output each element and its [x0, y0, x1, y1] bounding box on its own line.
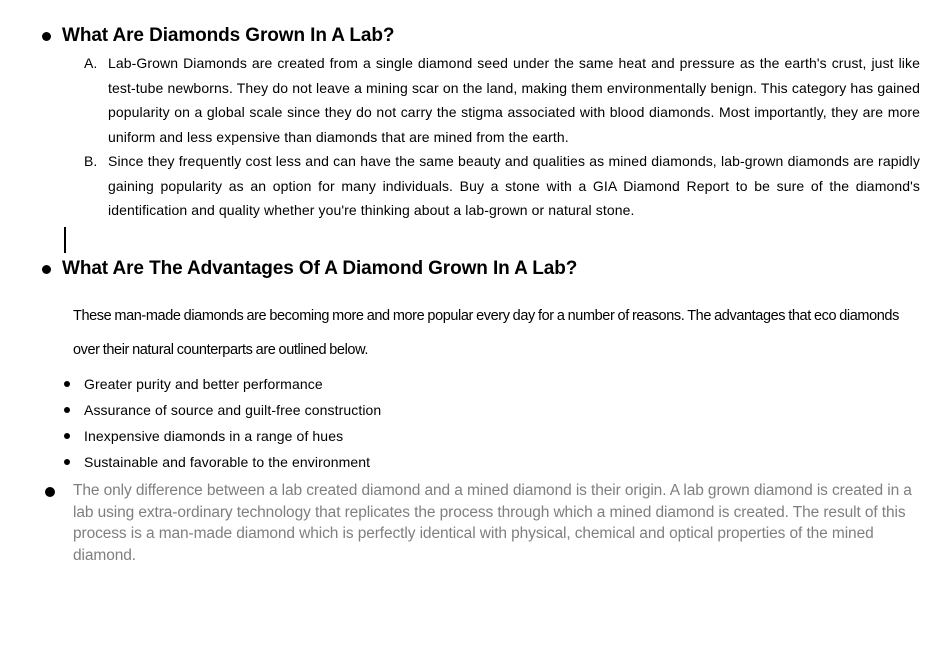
list-bullet-icon	[64, 407, 70, 413]
heading-what-are-lab-diamonds[interactable]	[42, 23, 394, 49]
advantage-item[interactable]	[64, 423, 784, 449]
lettered-list	[84, 51, 920, 223]
advantage-text[interactable]: Assurance of source and guilt-free construction	[84, 402, 382, 418]
advantage-item[interactable]	[64, 371, 784, 397]
list-bullet-icon	[64, 381, 70, 387]
advantage-text[interactable]: Inexpensive diamonds in a range of hues	[84, 428, 344, 444]
note-item[interactable]	[45, 480, 920, 566]
heading-advantages[interactable]	[42, 256, 577, 282]
list-bullet-icon	[64, 433, 70, 439]
note-paragraph[interactable]: The only difference between a lab created diamond and a mined diamond is their origin. A lab grown diamond is created in a lab using extra-ordinary technology that replicates the process through which a mined diamond is created. The result of this process is a man-made diamond which is perfectly identical with physical, chemical and optical properties of the mined diamond.	[73, 482, 912, 564]
list-bullet-icon	[42, 265, 51, 274]
advantage-text[interactable]: Sustainable and favorable to the environment	[84, 454, 371, 470]
paragraph-a-text[interactable]: Lab-Grown Diamonds are created from a single diamond seed under the same heat and pressure as the earth's crust, just like test-tube newborns. They do not leave a mining scar on the land, making them environmentally benign. This category has gained popularity on a global scale since they do not carry the stigma associated with blood diamonds. Most importantly, they are more uniform and less expensive than diamonds that are mined from the earth.	[108, 55, 920, 145]
paragraph-b-text[interactable]: Since they frequently cost less and can have the same beauty and qualities as mined diamonds, lab-grown diamonds are rapidly gaining popularity as an option for many individuals. Buy a stone with a GIA Diamond Report to be sure of the diamond's identification and quality whether you're thinking about a lab-grown or natural stone.	[108, 153, 920, 218]
list-marker-a: A.	[84, 55, 98, 71]
list-item-a[interactable]	[84, 51, 920, 149]
advantage-text[interactable]: Greater purity and better performance	[84, 376, 323, 392]
advantages-list	[64, 371, 784, 475]
intro-paragraph[interactable]: These man-made diamonds are becoming more and more popular every day for a number of reasons. The advantages that eco diamonds over their natural counterparts are outlined below.	[73, 308, 899, 358]
heading-text[interactable]: What Are Diamonds Grown In A Lab?	[62, 25, 395, 46]
advantage-item[interactable]	[64, 397, 784, 423]
list-bullet-icon	[64, 459, 70, 465]
list-marker-b: B.	[84, 153, 98, 169]
heading-text[interactable]: What Are The Advantages Of A Diamond Grown In A Lab?	[62, 258, 578, 279]
advantage-item[interactable]	[64, 449, 784, 475]
text-caret	[64, 227, 66, 253]
list-item-b[interactable]	[84, 149, 920, 223]
list-bullet-icon	[42, 32, 51, 41]
list-bullet-icon	[45, 487, 55, 497]
